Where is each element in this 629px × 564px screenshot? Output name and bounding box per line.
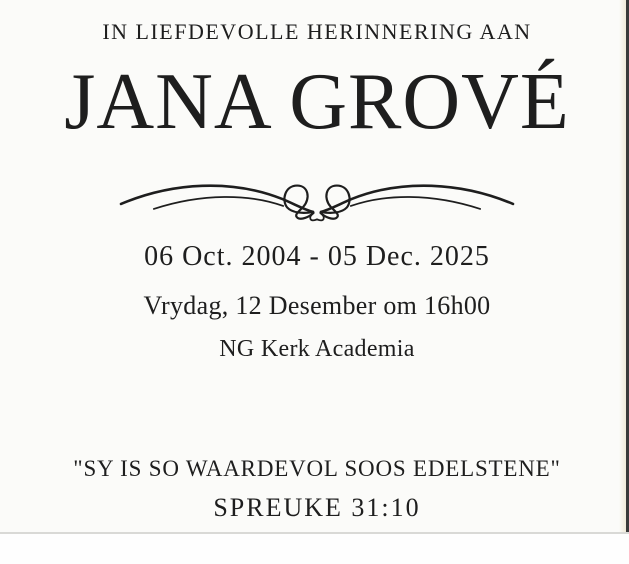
life-dates: 06 Oct. 2004 - 05 Dec. 2025 (144, 241, 490, 272)
memorial-quote: "SY IS SO WAARDEVOL SOOS EDELSTENE" (73, 456, 561, 481)
service-venue: NG Kerk Academia (219, 336, 415, 362)
calligraphic-flourish-icon (118, 167, 516, 223)
memorial-header-text: IN LIEFDEVOLLE HERINNERING AAN (102, 19, 532, 44)
bible-verse-reference: SPREUKE 31:10 (213, 493, 421, 522)
flourish-divider (8, 167, 626, 228)
deceased-name: JANA GROVÉ (64, 58, 570, 146)
memorial-card (8, 0, 626, 564)
service-datetime: Vrydag, 12 Desember om 16h00 (143, 291, 491, 320)
background-below-card (0, 534, 629, 564)
